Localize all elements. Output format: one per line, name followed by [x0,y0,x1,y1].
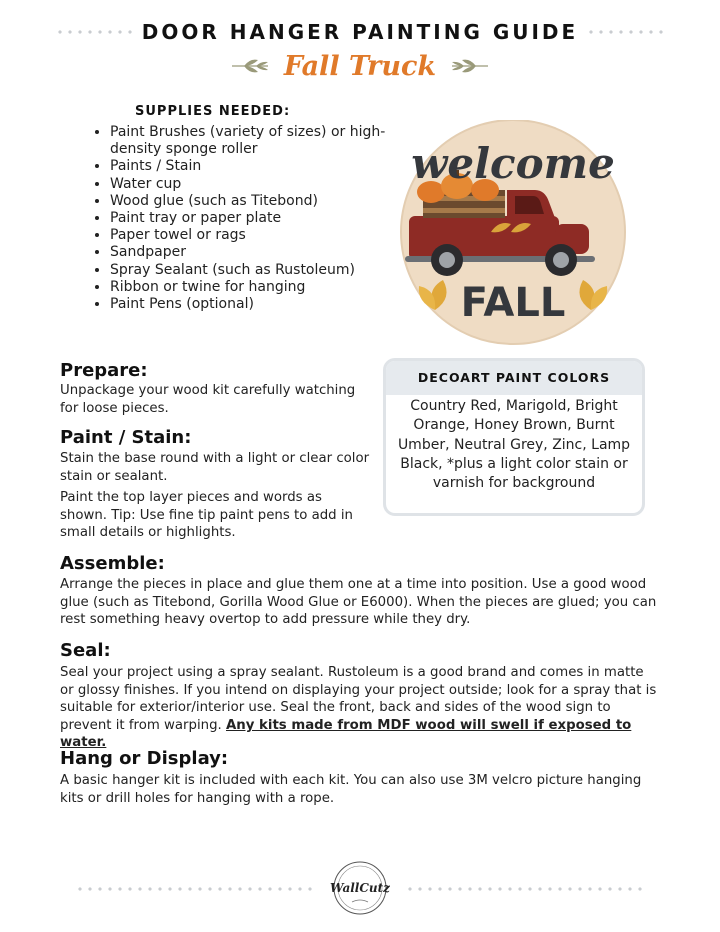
supply-item: • Water cup [110,176,400,193]
prepare-heading: Prepare: [60,360,148,381]
leaf-branch-left-icon [230,56,270,76]
supply-item: • Ribbon or twine for hanging [110,279,400,296]
supply-item: • Sandpaper [110,244,400,261]
paint-text-1: Stain the base round with a light or clear color stain or sealant. [60,451,370,484]
supplies-heading: SUPPLIES NEEDED: [135,104,291,119]
sign-word-fall: FALL [460,280,566,326]
paint-colors-heading: DECOART PAINT COLORS [386,361,642,395]
assemble-heading: Assemble: [60,553,165,574]
seal-warning: Any kits made from MDF wood will swell if exposed to water. [60,717,632,751]
assemble-text: Arrange the pieces in place and glue them one at a time into position. Use a good wood glue (such as Titebond, Gorilla Wood Glue or E6000). When the pieces are glued; you can rest something heavy overtop to add pressure while they dry. [60,577,657,628]
supply-item: • Paint Pens (optional) [110,296,400,313]
wallcutz-logo [330,858,390,918]
seal-body: Seal your project using a spray sealant. Rustoleum is a good brand and comes in matte or glossy finishes. If you intend on displaying your project outside; look for a spray that is suitable for exterior/interior use. Seal the front, back and sides of the wood sign to prevent it from warping. [60,665,657,733]
supply-item: • Wood glue (such as Titebond) [110,193,400,210]
welcome-fall-sign-illustration [395,120,645,345]
supply-item: • Paint Brushes (variety of sizes) or high-density sponge roller [110,124,400,158]
hang-heading: Hang or Display: [60,748,229,769]
paint-colors-list: Country Red, Marigold, Bright Orange, Honey Brown, Burnt Umber, Neutral Grey, Zinc, Lamp Black, *plus a light color stain or varnish for background [397,398,631,492]
footer-dots-left [75,887,315,891]
prepare-text: Unpackage your wood kit carefully watching for loose pieces. [60,383,356,416]
supply-item: • Paints / Stain [110,158,400,175]
sign-word-welcome: welcome [411,139,615,188]
paint-text-2: Paint the top layer pieces and words as shown. Tip: Use fine tip paint pens to add in small details or highlights. [60,490,353,541]
seal-text [60,664,660,752]
supply-item: • Paint tray or paper plate [110,210,400,227]
supplies-list [90,124,400,313]
seal-heading: Seal: [60,640,111,661]
page-subtitle: Fall Truck [283,50,437,82]
footer-dots-right [405,887,645,891]
supply-item: • Spray Sealant (such as Rustoleum) [110,262,400,279]
supply-item: • Paper towel or rags [110,227,400,244]
paint-heading: Paint / Stain: [60,427,192,448]
subtitle-row [0,46,720,86]
leaf-branch-right-icon [450,56,490,76]
page-title: DOOR HANGER PAINTING GUIDE [141,20,579,44]
logo-text: WallCutz [330,881,390,895]
paint-colors-box [383,358,645,516]
hang-text: A basic hanger kit is included with each kit. You can also use 3M velcro picture hanging kits or drill holes for hanging with a rope. [60,773,642,806]
